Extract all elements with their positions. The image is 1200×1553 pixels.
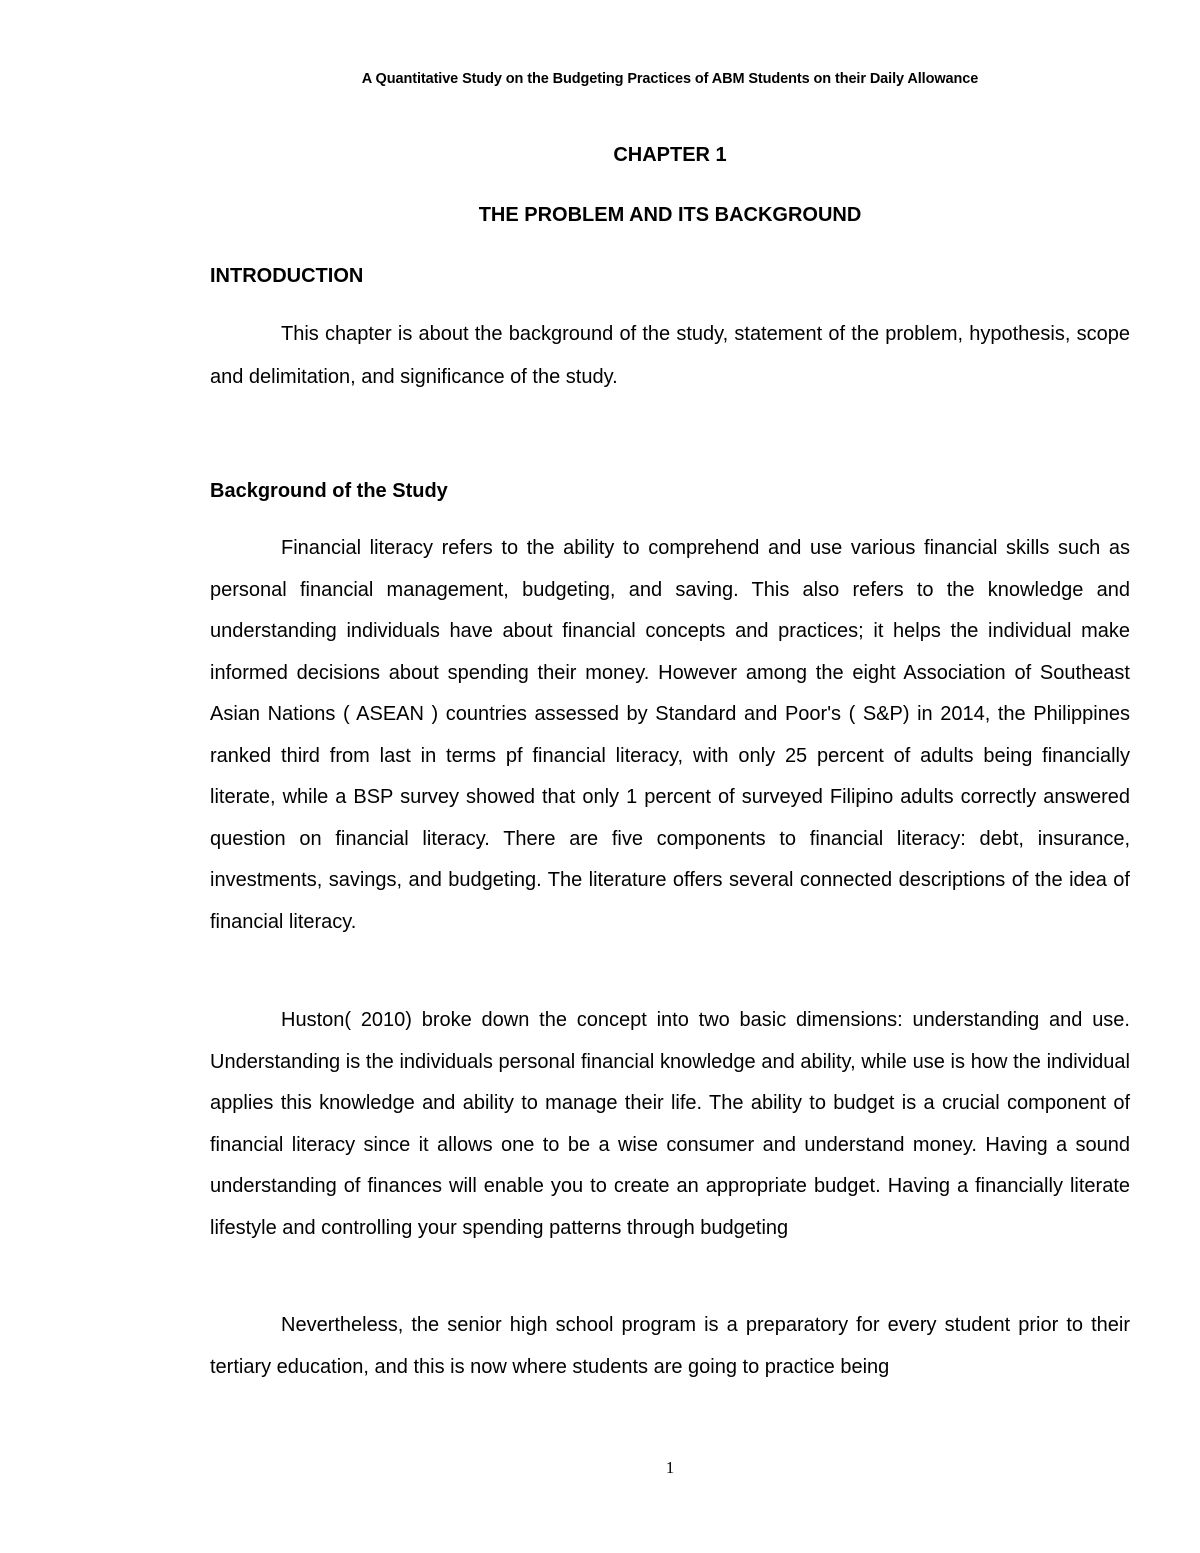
introduction-section xyxy=(210,313,1130,399)
background-paragraph-1: Financial literacy refers to the ability to comprehend and use various financial skills such as personal financial management, budgeting, and saving. This also refers to the knowledge and understanding individuals have about financial concepts and practices; it helps the individual make informed decisions about spending their money. However among the eight Association of Southeast Asian Nations ( ASEAN ) countries assessed by Standard and Poor's ( S&P) in 2014, the Philippines ranked third from last in terms pf financial literacy, with only 25 percent of adults being financially literate, while a BSP survey showed that only 1 percent of surveyed Filipino adults correctly answered question on financial literacy. There are five components to financial literacy: debt, insurance, investments, savings, and budgeting. The literature offers several connected descriptions of the idea of financial literacy. xyxy=(210,537,1130,933)
chapter-number: CHAPTER 1 xyxy=(613,144,727,166)
introduction-paragraph: This chapter is about the background of the study, statement of the problem, hypothesis, scope and delimitation, and significance of the study. xyxy=(210,323,1130,388)
background-section-part-1 xyxy=(210,528,1130,943)
background-paragraph-3: Nevertheless, the senior high school program is a preparatory for every student prior to their tertiary education, and this is now where students are going to practice being xyxy=(210,1314,1130,1378)
background-section-part-2 xyxy=(210,1000,1130,1249)
page-number: 1 xyxy=(665,1458,675,1477)
background-heading: Background of the Study xyxy=(210,480,448,502)
chapter-title: THE PROBLEM AND ITS BACKGROUND xyxy=(478,204,862,226)
running-header: A Quantitative Study on the Budgeting Practices of ABM Students on their Daily Allowance xyxy=(361,71,979,87)
background-section-part-3 xyxy=(210,1305,1130,1388)
background-paragraph-2: Huston( 2010) broke down the concept into two basic dimensions: understanding and use. Understanding is the individuals personal financial knowledge and ability, while use is how the individual applies this knowledge and ability to manage their life. The ability to budget is a crucial component of financial literacy since it allows one to be a wise consumer and understand money. Having a sound understanding of finances will enable you to create an appropriate budget. Having a financially literate lifestyle and controlling your spending patterns through budgeting xyxy=(210,1009,1130,1239)
introduction-heading: INTRODUCTION xyxy=(210,265,364,287)
